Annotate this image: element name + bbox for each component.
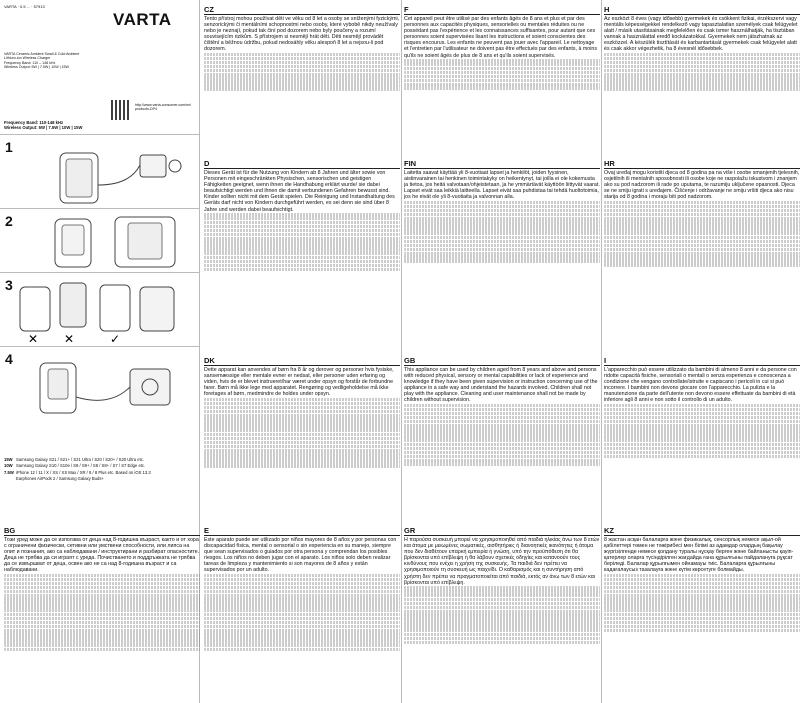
step-4 [0,346,200,423]
fine-print [604,201,800,267]
frequency-info [4,120,194,130]
wireless-output: Wireless Output: 5W | 7.5W | 10W | 15W [4,125,83,131]
language-code: HR [604,160,800,169]
safety-lead: Laitetta saavat käyttää yli 8-vuotiaat lapset ja henkilöt, joiden fyysinen, aistinvarainen tai henkinen toimintakyky on heikentynyt, tai joilla ei ole kokemusta ja tietoa, jos heitä valvotaan/ohjeistetaan, ja he ymmärtävät käyttöön liittyvät vaarat. Lapset eivät saa leikkiä laitteella. Lapset eivät saa puhdistaa tai tehdä huoltotoimia, jos he eivät ole yli 8-vuotiaita ja valvonnan alla. [404,170,600,201]
language-code: H [604,6,800,15]
step-number: 2 [5,213,13,229]
section-e [204,527,400,699]
safety-lead: Tento přístroj mohou používat děti ve věku od 8 let a osoby se sníženými fyzickými, senzorickými či mentálními schopnostmi nebo osoby, které vybobě nikdy neužívaly nebo je neznají, pokud tak činí pod dozorem nebo byly poučeny a rozumí souvisejícím rizikům. S přístrojem si nesmějí hrát děti. Děti nesmějí provádět čištění a běžnou údržbu, pokud nedosáhly věku alespoň 8 let a nejsou-li pod dozorem. [204,16,400,53]
safety-lead: 8 жастан асқан балаларға және физикалық, сенсорлық немесе ақыл-ой қабілеттері төмен не тәжірибесі мен білімі аз адамдар олардың бақылау жүргізілгенде немесе қолдану туралы нұсқау берген және байланысты қауіп-қатерлер оларға түсіндірілген жағдайда ғана құрылғыны пайдалануға рұқсат беріледі. Балалар құрылғымен ойнамауы тиіс. Балаларға құрылғыны кадағалаусыз тазалауға және күтім көрсетуге болмайды. [604,537,794,574]
section-gr [404,527,600,699]
language-code: KZ [604,527,800,536]
fine-print [404,404,600,466]
language-code: I [604,357,800,366]
svg-text:✓: ✓ [110,332,121,346]
safety-lead: This appliance can be used by children aged from 8 years and above and persons with reduced physical, sensory or mental capabilities or lack of experience and knowledge if they have been given supervision or instruction concerning use of the appliance in a safe way and understand the hazards involved. Children shall not play with the appliance. Cleaning and user maintenance shall not be made by children without supervision. [404,367,598,404]
section-d [204,160,400,355]
step-1-illustration [0,135,200,209]
brand-logo: VARTA [113,10,172,29]
fine-print [404,59,600,90]
spec-row: Earphones AirPods 2 / Samsung Galaxy Buds+ [16,476,104,482]
step-2-illustration [0,209,200,273]
fine-print [204,574,400,651]
step-number: 3 [5,277,13,293]
step-2 [0,208,200,273]
safety-lead: L'apparecchio può essere utilizzato da bambini di almeno 8 anni e da persone con ridotte capacità fisiche, sensoriali o mentali o senza esperienza e conoscenza a condizione che vengano controllate/istruite e capiscano i pericoli in cui si può incorrere. I bambini non devono giocare con l'apparecchio. La pulizia e la manutenzione da parte dell'utente non devono essere effettuate da bambini di età inferiore agli 8 anni e non sotto il controllo di un adulto. [604,367,797,404]
safety-lead: Η παρούσα συσκευή μπορεί να χρησιμοποιηθεί από παιδιά ηλικίας άνω των 8 ετών και άτομα με μειωμένες σωματικές, αισθητήριες ή διανοητικές ικανότητες ή άτομα που δεν διαθέτουν επαρκή εμπειρία ή γνώση, υπό την προϋπόθεση ότι θα βρίσκονται υπό επίβλεψη ή θα λάβουν σχετικές οδηγίες και κατανοούν τους κινδύνους που ενέχει η χρήση της συσκευής. Τα παιδιά δεν πρέπει να χρησιμοποιούν τη συσκευή ως παιχνίδι. Ο καθαρισμός και η συντήρηση από χρήστη δεν πρέπει να πραγματοποιείται από παιδιά, εκτός αν άνω των 8 ετών και βρίσκονται υπό επίβλεψη. [404,537,600,586]
language-code: FIN [404,160,600,169]
step-number: 1 [5,139,13,155]
language-code: E [204,527,400,536]
safety-lead: Ovaj uređaj mogu koristiti djeca od 8 godina pa na više i osobe smanjenih tjelesnih, osjetilnih ili mentalnih sposobnosti ili osobe koje ne raspolažu iskustvom i znanjem ako su pod nadzorom ili rade po uputama, te razumiju uključene opasnosti. Djeca se ne smiju igrati s uređajem. Čišćenje i održavanje ne smiju vršiti djeca ako nisu starija od 8 godina i moraju biti pod nadzorom. [604,170,800,201]
safety-lead: Този уред може да се използва от деца над 8-годишна възраст, както и от хора с ограничени физически, сетивни или умствени способности, или липса на опит и познания, ако са наблюдавани / инструктирани и разбират опасностите. Деца не трябва да си играят с уреда. Почистването и поддръжката не трябва да се извършват от деца, освен ако не са над 8-годишна възраст и са наблюдавани. [4,537,200,574]
safety-lead: Cet appareil peut être utilisé par des enfants âgés de 8 ans et plus et par des personnes aux capacités physiques, sensorielles ou mentales réduites ou ne possédant pas l'expérience et les connaissances suffisantes, pour autant que ces personnes soient supervisées lisant les instructions et soient conscientes des risques encourus. Les enfants ne peuvent pas jouer avec l'appareil. Le nettoyage et l'entretien par l'utilisateur ne doivent pas être effectués par des enfants, à moins qu'ils ne soient âgés de plus de 8 ans et qu'ils soient supervisés. [404,16,598,59]
svg-text:✕: ✕ [64,332,75,346]
step-4-illustration [0,347,200,423]
safety-lead: Az eszközt 8 éves (vagy idősebb) gyermekek és csökkent fizikai, érzékszervi vagy mentális képességekkel rendelkező vagy tapasztalatlan személyek csak felügyelet alatt / másik utasításainak megfelelően és csak ismer használhatják, ha tisztában vannak a használattal eredő kockázatokkal. Gyermekek nem játszhatnak az eszközzel. A készülék tisztítását és karbantartását gyermekek csak felügyelet alatt és csak akkor végezhetik, ha 8 évesnél idősebbek. [604,16,798,53]
fine-print [604,574,800,632]
spec-row: 10W Samsung Galaxy S10 / S10e / S9 / S9+ / S8 / S8+ / S7 / S7 Edge etc. [4,463,146,469]
step-1 [0,134,200,209]
section-h [604,6,800,156]
language-code: GR [404,527,600,536]
header-code: VARTA · 0.5 ... · 57913 [4,4,45,9]
product-description: VARTA Ceramic Ambient Small & Cold Ambient Lithium-ion Wireless Charger Frequency Band: 110 – 148 kHz Wireless Output: 5W | 7.5W | 10W | 15W [4,52,80,69]
fine-print [404,586,600,644]
step-number: 4 [5,351,13,367]
section-hr [604,160,800,355]
section-i [604,357,800,527]
language-code: CZ [204,6,400,15]
language-code: BG [4,527,200,536]
fine-print [204,213,400,271]
frequency-band: Frequency Band: 110-148 kHz [4,120,64,125]
compatibility-list [4,457,196,483]
fine-print [204,53,400,91]
fine-print [404,201,600,263]
language-code: DK [204,357,400,366]
section-gb [404,357,600,527]
svg-text:✕: ✕ [28,332,39,346]
step-3 [0,272,200,347]
step-3-illustration [0,273,200,347]
section-cz [204,6,400,156]
section-f [404,6,600,156]
language-code: F [404,6,600,15]
section-fin [404,160,600,355]
spec-row: 7.5W iPhone 12 / 11 / X / XS / XS Max / XR / 8 / 8 Plus etc. Based on iOS 13.3 [4,469,151,475]
section-bg [4,527,200,699]
language-code: D [204,160,400,169]
section-dk [204,357,400,527]
safety-lead: Dieses Gerät ist für die Nutzung von Kindern ab 8 Jahren und älter sowie von Personen mit eingeschränkten Physischen, sensorischen und geistigen Fähigkeiten geeignet, wenn ihnen die Handhabung erklärt wurde/ sie dabei beaufsichtigt werden und ihnen die damit verbundenen Gefahren bewusst sind. Kinder sollten nicht mit dem Gerät spielen. Die Reinigung und Instandhaltung des Geräts darf nicht von Kindern durchgeführt werden, es sei denn sie sind über 8 Jahre und werden dabei beaufsichtigt. [204,170,395,213]
language-code: GB [404,357,600,366]
safety-lead: Este aparato puede ser utilizado por niños mayores de 8 años y por personas con discapacidad física, mental o sensorial o sin experiencia en su manejo, siempre que sean supervisados o guiados por otra persona y comprendan los posibles riesgos. Los niños no deben jugar con el aparato. Los niños solo deben realizar tareas de limpieza y mantenimiento si son mayores de 8 años y están supervisados por un adulto. [204,537,397,574]
qr-code-icon [111,100,131,120]
fine-print [604,404,800,458]
fine-print [204,398,400,468]
fine-print [604,53,800,91]
spec-row: 15W Samsung Galaxy S21 / S21+ / S21 Ultra / S20 / S20+ / S20 Ultra etc. [4,457,145,462]
website-link[interactable]: http://www.varta-consumer.com/en/ products-DP4 [135,103,192,112]
safety-lead: Dette apparat kan anvendes af børn fra 8 år og derover og personer hvis fysiske, sansemæssige eller mentale evner er nedsat, eller personer uden erfaring og viden, hvis de er blevet instrueret/har været under opsyn og forstår de forbundne farer. Børn må ikke lege med apparatet. Rengøring og vedligeholdelse må ikke foretages af børn, medmindre de holdes under opsyn. [204,367,394,398]
fine-print [4,574,200,651]
section-kz [604,527,800,699]
